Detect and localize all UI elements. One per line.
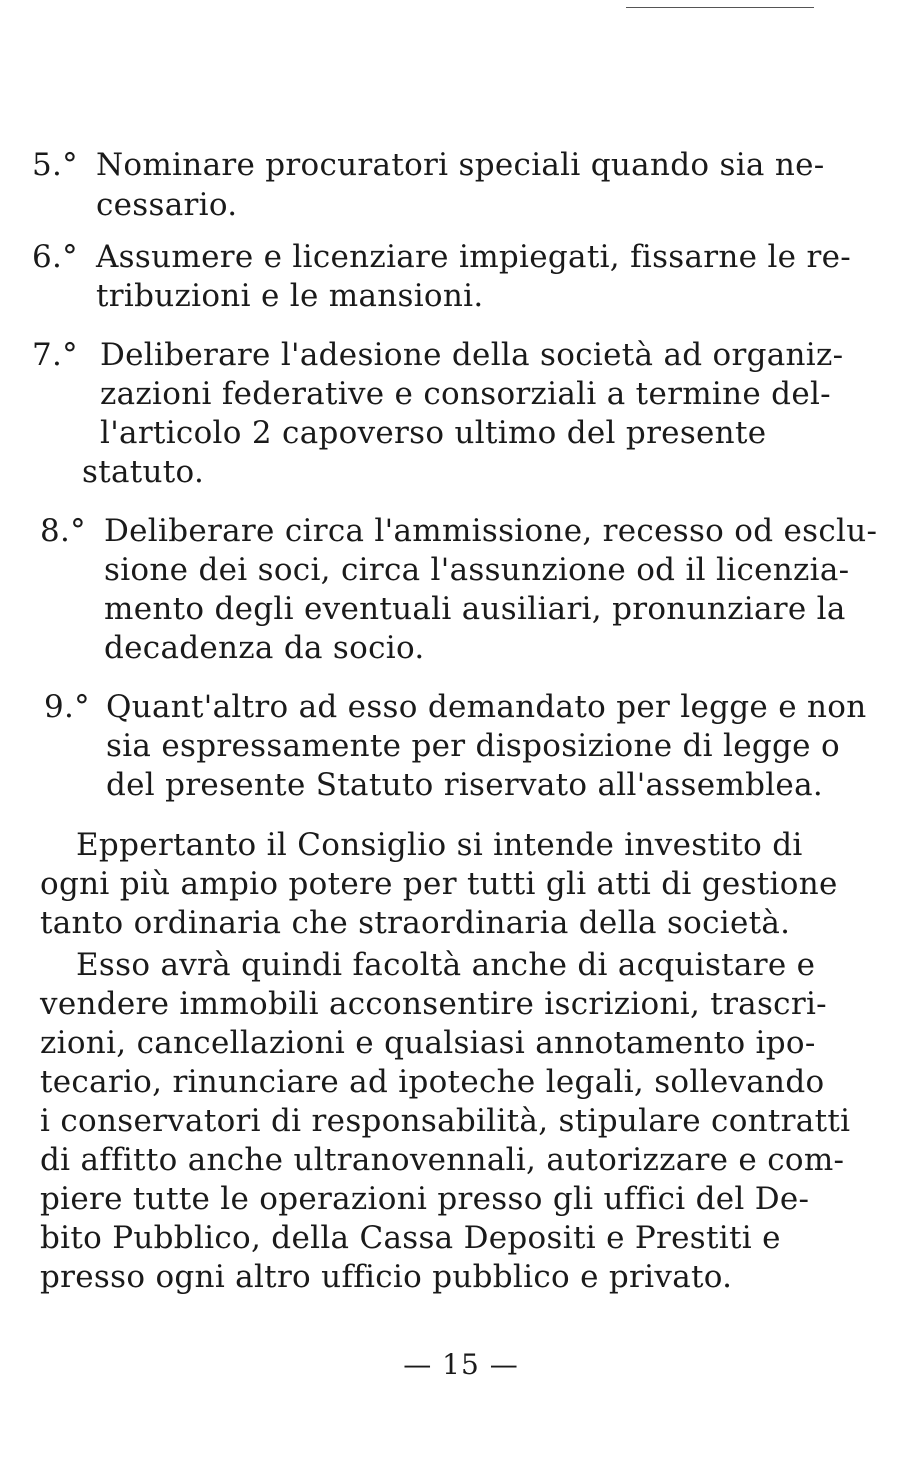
paragraph-line: vendere immobili acconsentire iscrizioni, trascri- — [40, 986, 827, 1022]
list-item-line: Quant'altro ad esso demandato per legge e non — [106, 689, 867, 725]
list-item-line: sia espressamente per disposizione di legge o — [106, 728, 840, 764]
list-item-number: 7.° — [32, 337, 78, 373]
list-item-number: 6.° — [32, 239, 78, 275]
page-number: — 15 — — [403, 1348, 519, 1381]
list-item-number: 8.° — [40, 513, 86, 549]
list-item-line: statuto. — [82, 454, 205, 490]
paragraph-line: zioni, cancellazioni e qualsiasi annotamento ipo- — [40, 1025, 816, 1061]
paragraph-line: i conservatori di responsabilità, stipulare contratti — [40, 1103, 851, 1139]
top-rule — [626, 7, 814, 8]
list-item-line: mento degli eventuali ausiliari, pronunziare la — [104, 591, 846, 627]
list-item-line: zazioni federative e consorziali a termine del- — [100, 376, 831, 412]
list-item-line: Deliberare circa l'ammissione, recesso od esclu- — [104, 513, 878, 549]
paragraph-line: tanto ordinaria che straordinaria della società. — [40, 905, 791, 941]
paragraph-line: presso ogni altro ufficio pubblico e privato. — [40, 1259, 733, 1295]
list-item-line: cessario. — [96, 187, 238, 223]
list-item-line: Deliberare l'adesione della società ad organiz- — [100, 337, 844, 373]
list-item-line: decadenza da socio. — [104, 630, 425, 666]
paragraph-line: Esso avrà quindi facoltà anche di acquistare e — [76, 947, 816, 983]
list-item-line: l'articolo 2 capoverso ultimo del presente — [100, 415, 767, 451]
paragraph-line: tecario, rinunciare ad ipoteche legali, sollevando — [40, 1064, 825, 1100]
list-item-number: 5.° — [32, 147, 78, 183]
list-item-line: Nominare procuratori speciali quando sia ne- — [96, 147, 825, 183]
paragraph-line: bito Pubblico, della Cassa Depositi e Prestiti e — [40, 1220, 781, 1256]
paragraph-line: Eppertanto il Consiglio si intende investito di — [76, 827, 803, 863]
list-item-line: del presente Statuto riservato all'assemblea. — [106, 767, 824, 803]
list-item-line: Assumere e licenziare impiegati, fissarne le re- — [96, 239, 852, 275]
paragraph-line: di affitto anche ultranovennali, autorizzare e com- — [40, 1142, 845, 1178]
list-item-line: tribuzioni e le mansioni. — [96, 278, 484, 314]
paragraph-line: ogni più ampio potere per tutti gli atti di gestione — [40, 866, 838, 902]
list-item-line: sione dei soci, circa l'assunzione od il licenzia- — [104, 552, 850, 588]
paragraph-line: piere tutte le operazioni presso gli uffici del De- — [40, 1181, 810, 1217]
list-item-number: 9.° — [44, 689, 90, 725]
